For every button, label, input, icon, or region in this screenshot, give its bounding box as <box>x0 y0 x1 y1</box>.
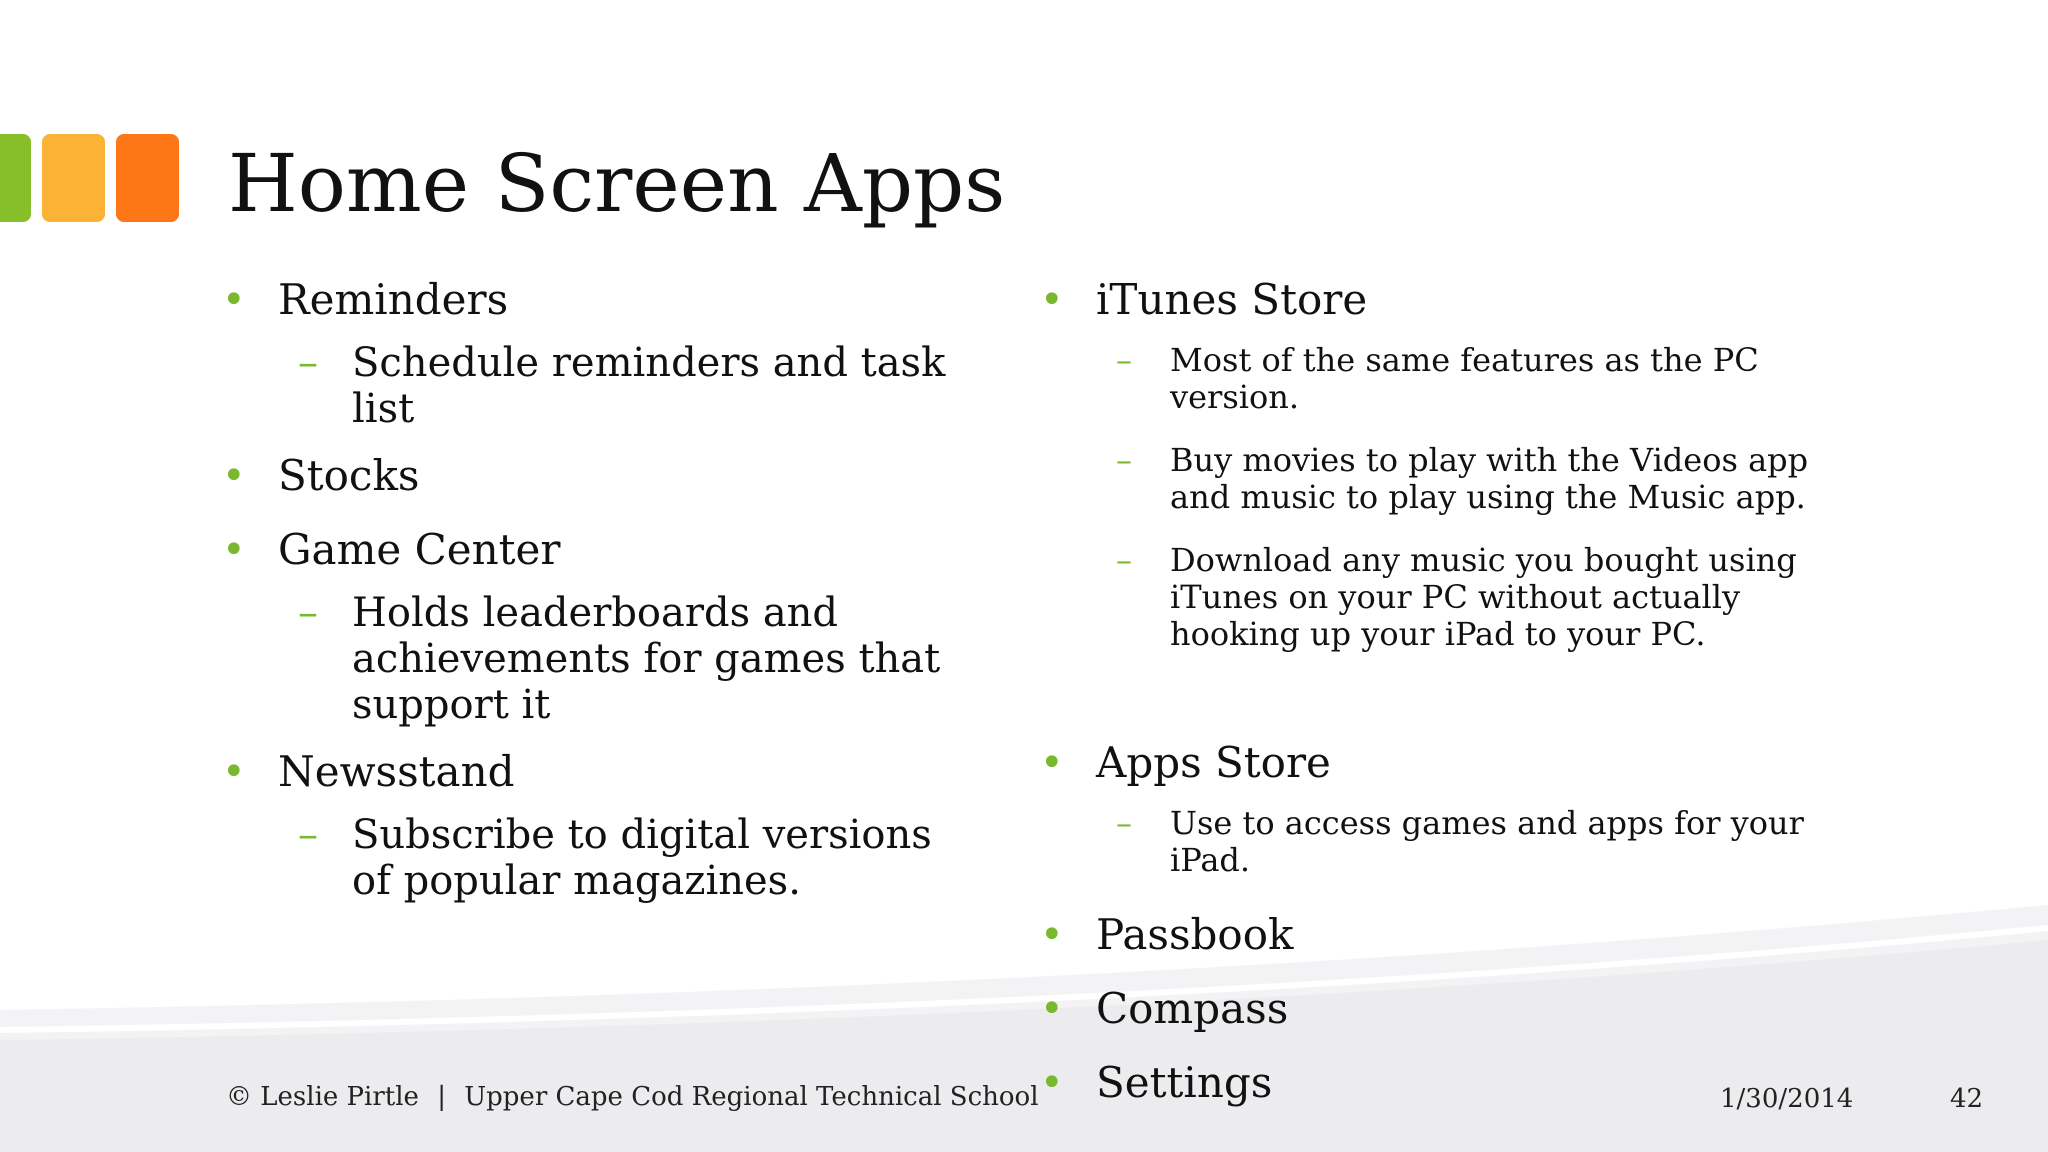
dash-icon: – <box>1116 441 1132 479</box>
list-item <box>1040 1053 1830 1113</box>
bullet-icon: • <box>222 527 246 573</box>
dash-icon: – <box>298 590 318 636</box>
list-item <box>1040 270 1830 653</box>
orange-square-decoration <box>116 134 179 222</box>
sub-item-text: Subscribe to digital versions of popular magazines. <box>352 812 932 904</box>
list-item <box>222 270 982 432</box>
sub-item <box>1040 542 1830 653</box>
bullet-icon: • <box>1040 1060 1064 1106</box>
sub-item <box>1040 442 1830 516</box>
bullet-icon: • <box>1040 277 1064 323</box>
sub-item-text: Use to access games and apps for your iPad. <box>1170 804 1804 879</box>
dash-icon: – <box>298 340 318 386</box>
sub-item <box>222 812 982 904</box>
bullet-icon: • <box>1040 912 1064 958</box>
list-item-label: Compass <box>1096 984 1289 1033</box>
slide-number: 42 <box>1950 1084 1984 1114</box>
list-item <box>1040 733 1830 879</box>
page-title: Home Screen Apps <box>228 137 1006 230</box>
dash-icon: – <box>1116 804 1132 842</box>
green-square-decoration <box>0 134 31 222</box>
sub-item <box>222 340 982 432</box>
list-item <box>222 446 982 506</box>
footer-author: © Leslie Pirtle <box>226 1082 419 1112</box>
list-item-label: Settings <box>1096 1058 1273 1107</box>
sub-item <box>1040 342 1830 416</box>
list-item-label: Reminders <box>278 275 509 324</box>
bullet-icon: • <box>1040 986 1064 1032</box>
sub-item-text: Schedule reminders and task list <box>352 340 946 432</box>
sub-item-text: Buy movies to play with the Videos app and music to play using the Music app. <box>1170 441 1809 516</box>
sub-item-text: Download any music you bought using iTunes on your PC without actually hooking up your iPad to your PC. <box>1170 541 1797 653</box>
yellow-square-decoration <box>42 134 105 222</box>
list-item-label: Newsstand <box>278 747 515 796</box>
bullet-icon: • <box>222 277 246 323</box>
footer-school: Upper Cape Cod Regional Technical School <box>464 1082 1039 1112</box>
list-item <box>222 520 982 728</box>
left-column <box>222 270 982 918</box>
list-item-label: iTunes Store <box>1096 275 1368 324</box>
list-item-label: Game Center <box>278 525 561 574</box>
right-column <box>1040 270 1830 1127</box>
bullet-icon: • <box>222 453 246 499</box>
bullet-icon: • <box>222 749 246 795</box>
sub-item-text: Holds leaderboards and achievements for games that support it <box>352 590 941 728</box>
bullet-icon: • <box>1040 740 1064 786</box>
sub-item <box>222 590 982 728</box>
footer-separator: | <box>437 1082 446 1112</box>
list-item <box>1040 979 1830 1039</box>
dash-icon: – <box>1116 341 1132 379</box>
dash-icon: – <box>298 812 318 858</box>
list-item <box>222 742 982 904</box>
sub-item <box>1040 805 1830 879</box>
footer-credit <box>226 1082 1039 1112</box>
list-item-label: Stocks <box>278 451 420 500</box>
list-item-label: Passbook <box>1096 910 1294 959</box>
dash-icon: – <box>1116 541 1132 579</box>
list-item <box>1040 905 1830 965</box>
sub-item-text: Most of the same features as the PC version. <box>1170 341 1759 416</box>
list-item-label: Apps Store <box>1096 738 1331 787</box>
footer-date: 1/30/2014 <box>1720 1084 1854 1114</box>
